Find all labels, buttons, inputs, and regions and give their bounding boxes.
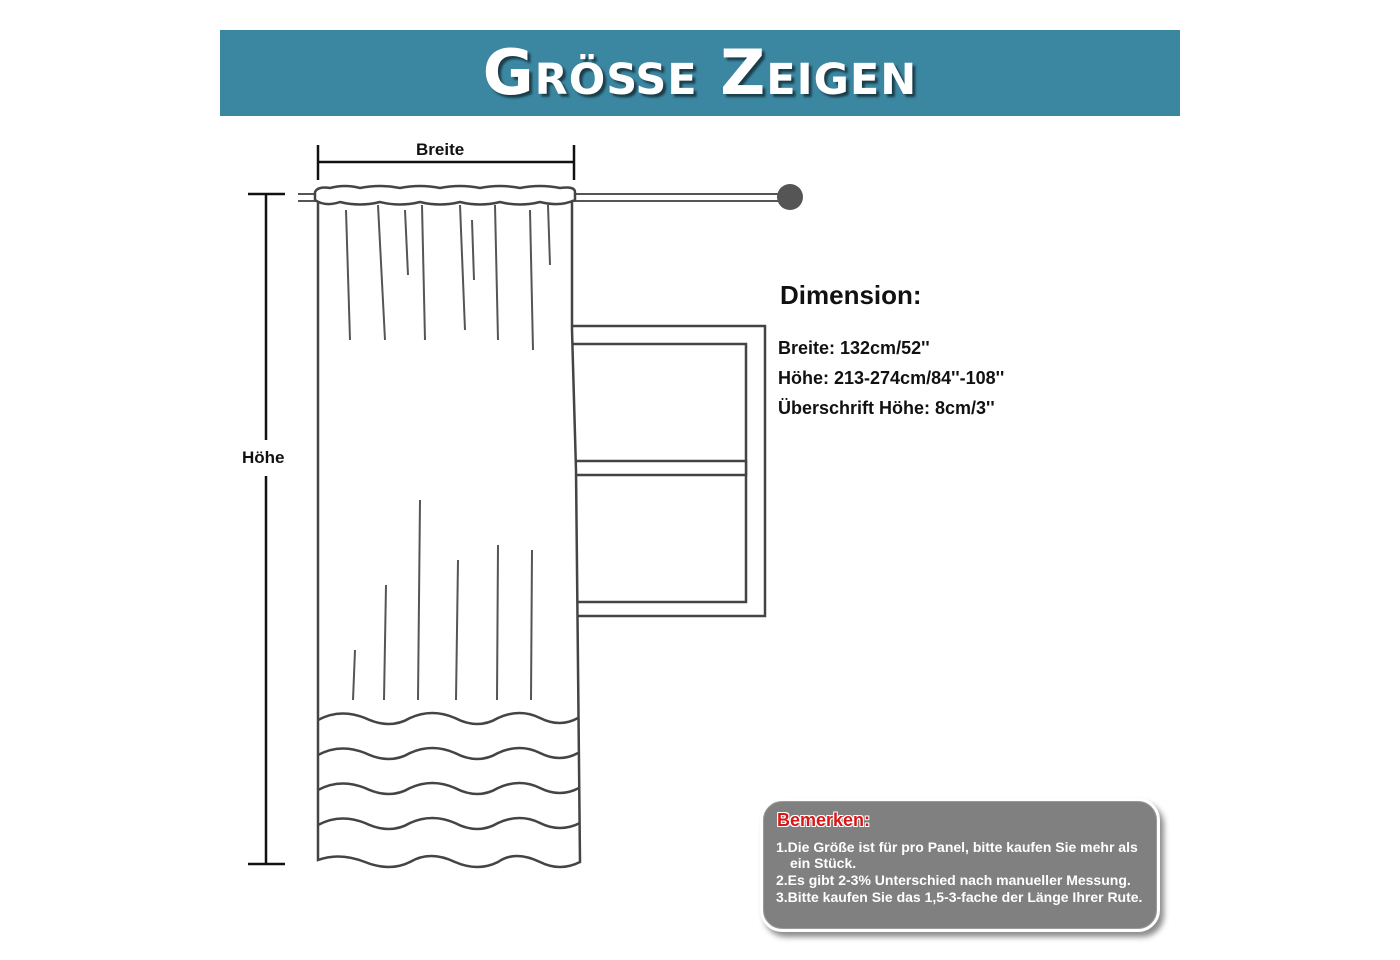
dimension-height: Höhe: 213-274cm/84''-108''	[778, 368, 1005, 388]
window-crossbar	[570, 461, 746, 475]
dimension-width: Breite: 132cm/52''	[778, 338, 930, 358]
page-title: Größe Zeigen	[482, 36, 918, 109]
remark-item: 1.Die Größe ist für pro Panel, bitte kaufen Sie mehr als ein Stück.	[776, 839, 1138, 871]
curtain-header	[315, 186, 575, 205]
height-dimension	[248, 194, 285, 864]
dimension-header-height: Überschrift Höhe: 8cm/3''	[778, 398, 995, 418]
remarks-box	[760, 798, 1160, 932]
curtain-outline	[318, 200, 580, 867]
curtain-panel	[315, 186, 580, 867]
remark-item: 3.Bitte kaufen Sie das 1,5-3-fache der Länge Ihrer Rute.	[776, 889, 1143, 905]
remark-item: 2.Es gibt 2-3% Unterschied nach manueller Messung.	[776, 872, 1131, 888]
width-label: Breite	[416, 140, 465, 159]
height-label: Höhe	[242, 448, 285, 467]
dimension-heading: Dimension:	[780, 280, 922, 310]
dimension-list	[778, 337, 1004, 427]
window-drawing	[560, 326, 765, 616]
rod-finial	[777, 184, 803, 210]
remarks-title: Bemerken:	[777, 810, 871, 830]
remarks-list	[775, 839, 1160, 906]
